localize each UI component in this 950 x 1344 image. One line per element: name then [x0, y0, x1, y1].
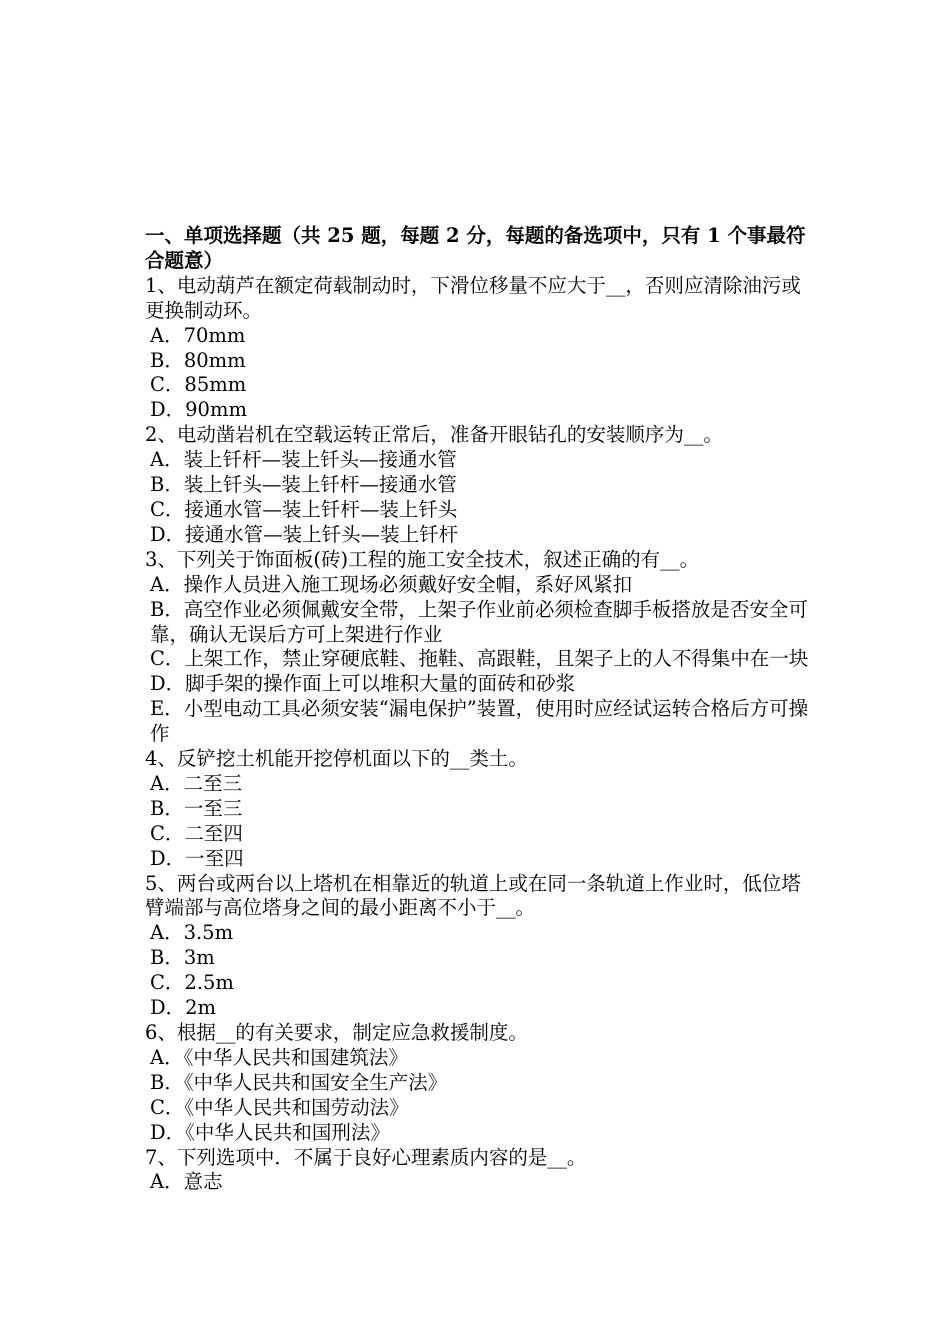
- question-block: [145, 1021, 815, 1146]
- answer-option: A．3.5m: [150, 921, 234, 945]
- answer-option: B．高空作业必须佩戴安全带，上架子作业前必须检查脚手板搭放是否安全可靠，确认无误后方可上架进行作业: [150, 597, 808, 646]
- answer-option: A．二至三: [150, 771, 243, 795]
- question-block: [145, 872, 815, 1021]
- answer-option: B．一至三: [150, 796, 243, 820]
- answer-option: C．接通水管—装上钎杆—装上钎头: [150, 497, 458, 521]
- answer-option: C．2.5m: [150, 971, 234, 995]
- question-block: [145, 1146, 815, 1196]
- answer-option: D．2m: [150, 996, 217, 1020]
- answer-option: C．85mm: [150, 373, 247, 397]
- question-stem: 7、下列选项中．不属于良好心理素质内容的是__。: [145, 1145, 587, 1169]
- answer-option: C．《中华人民共和国劳动法》: [150, 1095, 409, 1119]
- answer-option: A．装上钎杆—装上钎头—接通水管: [150, 448, 457, 472]
- question-stem: 3、下列关于饰面板(砖)工程的施工安全技术，叙述正确的有__。: [145, 547, 700, 571]
- question-stem: 2、电动凿岩机在空载运转正常后，准备开眼钻孔的安装顺序为__。: [145, 423, 723, 447]
- question-stem: 1、电动葫芦在额定荷载制动时，下滑位移量不应大于__，否则应清除油污或更换制动环。: [145, 273, 801, 322]
- answer-option: A．操作人员进入施工现场必须戴好安全帽，系好风紧扣: [150, 572, 633, 596]
- question-stem: 4、反铲挖土机能开挖停机面以下的__类土。: [145, 747, 528, 771]
- answer-option: A．《中华人民共和国建筑法》: [150, 1045, 408, 1069]
- section-heading: 一、单项选择题（共 25 题，每题 2 分，每题的备选项中，只有 1 个事最符合题意）: [145, 224, 806, 272]
- question-block: [145, 548, 815, 747]
- answer-option: D．《中华人民共和国刑法》: [150, 1120, 390, 1144]
- answer-option: A．意志: [150, 1170, 223, 1194]
- answer-option: B．3m: [150, 946, 215, 970]
- answer-option: D．90mm: [150, 398, 247, 422]
- answer-option: B．装上钎头—装上钎杆—接通水管: [150, 473, 457, 497]
- answer-option: D．一至四: [150, 846, 244, 870]
- answer-option: B．80mm: [150, 348, 246, 372]
- answer-option: A．70mm: [150, 323, 246, 347]
- question-stem: 6、根据__的有关要求，制定应急救援制度。: [145, 1021, 528, 1044]
- answer-option: B．《中华人民共和国安全生产法》: [150, 1070, 448, 1094]
- answer-option: E．小型电动工具必须安装“漏电保护”装置，使用时应经试运转合格后方可操作: [150, 697, 809, 746]
- question-list: [145, 274, 815, 1196]
- answer-option: C．上架工作，禁止穿硬底鞋、拖鞋、高跟鞋，且架子上的人不得集中在一块: [150, 647, 809, 671]
- question-block: [145, 747, 815, 872]
- document-body: [145, 224, 815, 1195]
- question-block: [145, 423, 815, 548]
- answer-option: C．二至四: [150, 821, 243, 845]
- answer-option: D．接通水管—装上钎头—装上钎杆: [150, 522, 459, 546]
- answer-option: D．脚手架的操作面上可以堆积大量的面砖和砂浆: [150, 672, 576, 696]
- question-block: [145, 274, 815, 423]
- question-stem: 5、两台或两台以上塔机在相靠近的轨道上或在同一条轨道上作业时，低位塔臂端部与高位塔身之间的最小距离不小于__。: [145, 871, 801, 920]
